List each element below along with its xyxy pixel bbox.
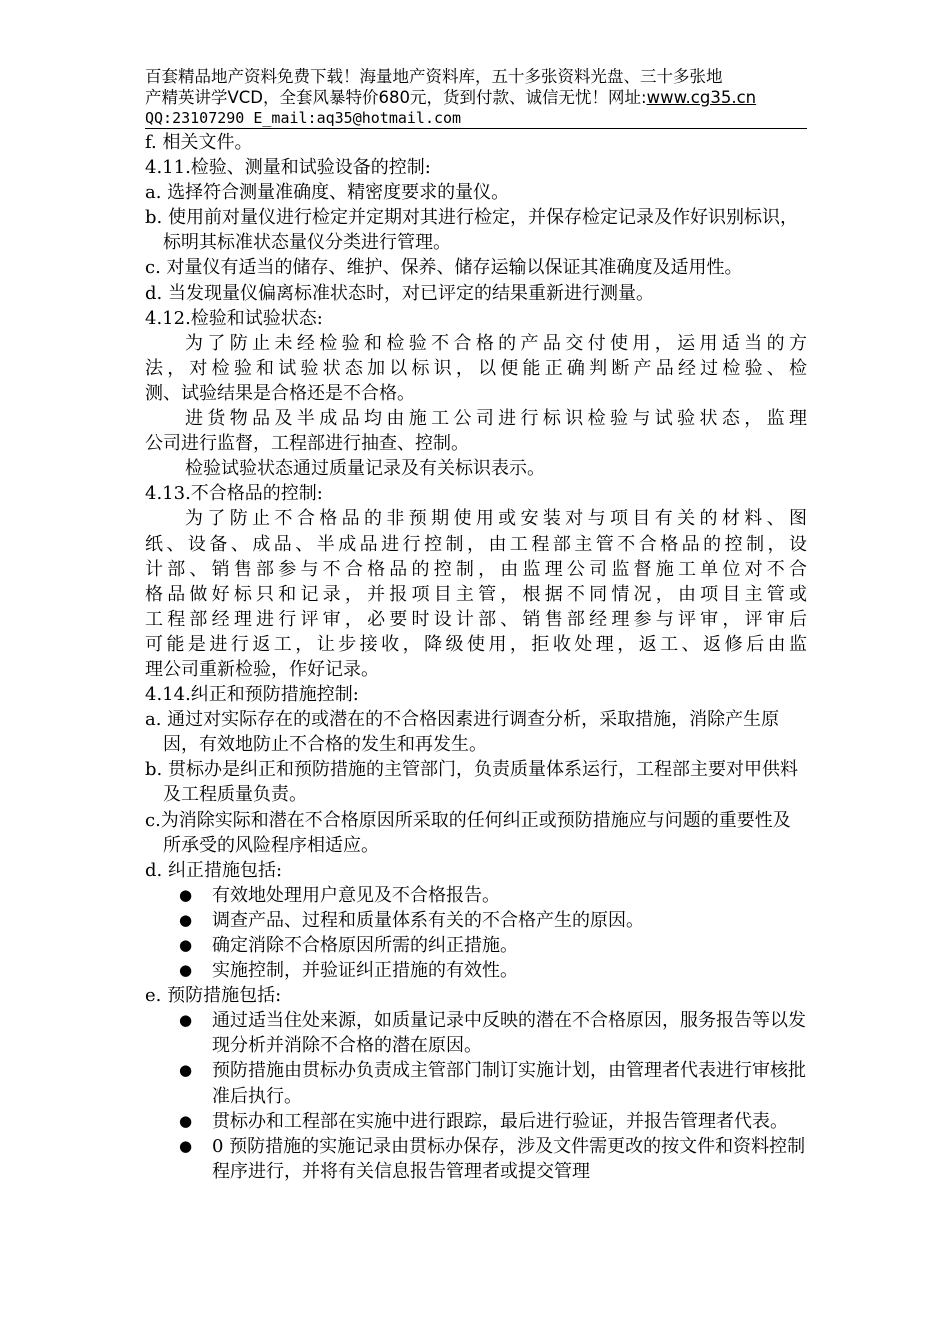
bullet-icon: ●: [179, 961, 193, 980]
list-item: ● 实施控制，并验证纠正措施的有效性。: [145, 958, 807, 983]
section-4-13-line4: 格品做好标只和记录，并报项目主管，根据不同情况，由项目主管或: [145, 583, 807, 605]
bullet-icon: ●: [179, 936, 193, 954]
header-line-1: 百套精品地产资料免费下载！海量地产资料库，五十多张资料光盘、三十多张地: [145, 67, 723, 86]
section-4-14-item-d: d. 纠正措施包括:: [145, 859, 283, 881]
bullet-icon: ●: [179, 1111, 193, 1130]
section-4-12-para1-line3: 测、试验结果是合格还是不合格。: [145, 382, 415, 404]
website-link[interactable]: www.cg35.cn: [646, 88, 757, 107]
corrective-measures-list: [145, 883, 807, 983]
section-4-11-item-c: c. 对量仪有适当的储存、维护、保养、储存运输以保证其准确度及适用性。: [145, 257, 743, 279]
list-item: ● 贯标办和工程部在实施中进行跟踪，最后进行验证，并报告管理者代表。: [145, 1109, 807, 1134]
section-4-12-para2-line1: 进货物品及半成品均由施工公司进行标识检验与试验状态，监理: [185, 408, 807, 430]
header-divider: [145, 128, 807, 129]
list-item: ● 通过适当住处来源，如质量记录中反映的潜在不合格原因，服务报告等以发现分析并消除不合格的潜在原因。: [179, 1010, 806, 1057]
list-item: ● 确定消除不合格原因所需的纠正措施。: [145, 933, 807, 958]
bullet-icon: ●: [179, 1136, 193, 1155]
item-f-related-documents: f. 相关文件。: [145, 132, 253, 153]
header-line-2: [145, 87, 807, 108]
list-item: ● 0 预防措施的实施记录由贯标办保存，涉及文件需更改的按文件和资料控制程序进行，并将有关信息报告管理者或提交管理: [179, 1135, 806, 1182]
section-4-12-para1-line1: 为了防止未经检验和检验不合格的产品交付使用，运用适当的方: [185, 332, 807, 354]
section-4-13-line5: 工程部经理进行评审，必要时设计部、销售部经理参与评审，评审后: [145, 608, 807, 630]
section-4-11-item-a: a. 选择符合测量准确度、精密度要求的量仪。: [145, 182, 510, 204]
header-contact-line: QQ:23107290 E_mail:aq35@hotmail.com: [145, 109, 462, 127]
section-4-11-title: 4.11.检验、测量和试验设备的控制:: [145, 157, 431, 179]
list-item: ● 调查产品、过程和质量体系有关的不合格产生的原因。: [145, 908, 807, 933]
section-4-14-item-b: b. 贯标办是纠正和预防措施的主管部门，负责质量体系运行，工程部主要对甲供料及工程质量负责。: [145, 759, 798, 806]
bullet-icon: ●: [179, 910, 193, 929]
section-4-14-item-c: c.为消除实际和潜在不合格原因所采取的任何纠正或预防措施应与问题的重要性及所承受的风险程序相适应。: [145, 809, 791, 856]
section-4-13-line6: 可能是进行返工，让步接收，降级使用，拒收处理，返工、返修后由监: [145, 633, 807, 655]
page-header: [145, 66, 807, 129]
section-4-12-para1-line2: 法，对检验和试验状态加以标识，以便能正确判断产品经过检验、检: [145, 357, 807, 379]
section-4-13-title: 4.13.不合格品的控制:: [145, 483, 323, 505]
bullet-icon: ●: [179, 1011, 193, 1030]
section-4-13-line7: 理公司重新检验，作好记录。: [145, 658, 379, 680]
bullet-icon: ●: [179, 885, 193, 904]
list-item: ● 有效地处理用户意见及不合格报告。: [145, 883, 807, 908]
section-4-12-para3: 检验试验状态通过质量记录及有关标识表示。: [185, 458, 545, 480]
section-4-13-line3: 计部、销售部参与不合格品的控制，由监理公司监督施工单位对不合: [145, 558, 807, 580]
preventive-measures-list: [145, 1008, 807, 1184]
document-body: [145, 130, 807, 1184]
section-4-11-item-d: d. 当发现量仪偏离标准状态时，对已评定的结果重新进行测量。: [145, 282, 654, 304]
bullet-icon: ●: [179, 1061, 193, 1080]
section-4-14-title: 4.14.纠正和预防措施控制:: [145, 684, 359, 706]
section-4-13-line1: 为了防止不合格品的非预期使用或安装对与项目有关的材料、图: [185, 508, 807, 530]
section-4-11-item-b: b. 使用前对量仪进行检定并定期对其进行检定，并保存检定记录及作好识别标识，标明其标准状态量仪分类进行管理。: [145, 207, 798, 254]
section-4-14-item-a: a. 通过对实际存在的或潜在的不合格因素进行调查分析，采取措施，消除产生原因，有效地防止不合格的发生和再发生。: [145, 709, 780, 756]
section-4-13-line2: 纸、设备、成品、半成品进行控制，由工程部主管不合格品的控制，设: [145, 533, 807, 555]
section-4-12-para2-line2: 公司进行监督，工程部进行抽查、控制。: [145, 433, 469, 455]
section-4-14-item-e: e. 预防措施包括:: [145, 985, 282, 1007]
list-item: ● 预防措施由贯标办负责成主管部门制订实施计划，由管理者代表进行审核批准后执行。: [179, 1060, 806, 1107]
section-4-12-title: 4.12.检验和试验状态:: [145, 307, 323, 329]
header-line-2-text: 产精英讲学VCD，全套风暴特价680元，货到付款、诚信无忧！网址:: [145, 88, 647, 107]
